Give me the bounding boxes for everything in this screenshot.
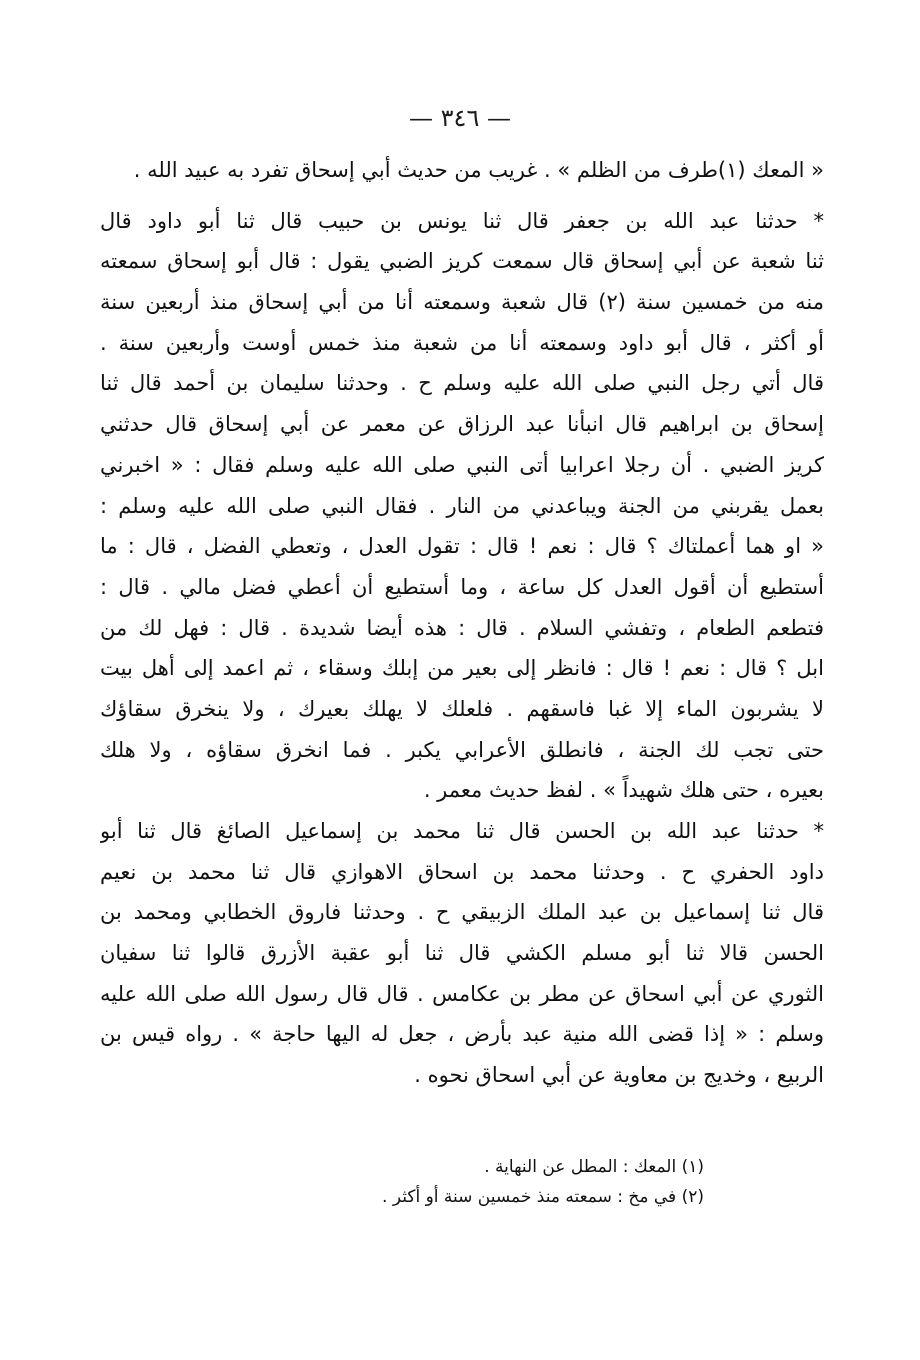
text-line: كريز الضبي . أن رجلا اعرابيا أتى النبي صلى الله عليه وسلم فقال : « اخبرني <box>100 452 824 477</box>
page-number: — ٣٤٦ — <box>409 104 511 132</box>
text-line: الحسن قالا ثنا أبو مسلم الكشي قال ثنا أبو عقبة الأزرق قالوا ثنا سفيان <box>100 941 824 966</box>
text-line: فتطعم الطعام ، وتفشي السلام . قال : هذه أيضا شديدة . قال : فهل لك من <box>100 615 824 640</box>
footnote: (٢) في مخ : سمعته منذ خمسين سنة أو أكثر . <box>382 1187 704 1207</box>
text-line: ثنا شعبة عن أبي إسحاق قال سمعت كريز الضبي يقول : قال أبو إسحاق سمعته <box>100 249 824 274</box>
text-line: « او هما أعملتاك ؟ قال : نعم ! قال : تقول العدل ، وتعطي الفضل ، قال : ما <box>100 534 824 559</box>
main-text <box>100 150 824 1096</box>
text-line: الربيع ، وخديج بن معاوية عن أبي اسحاق نحوه . <box>414 1063 824 1088</box>
text-line: « المعك (١)طرف من الظلم » . غريب من حديث أبي إسحاق تفرد به عبيد الله . <box>133 158 824 182</box>
text-line: داود الحفري ح . وحدثنا محمد بن اسحاق الاهوازي قال ثنا محمد بن نعيم <box>100 859 824 884</box>
text-line: أستطيع أن أقول العدل كل ساعة ، وما أستطيع أن أعطي فضل مالي . قال : <box>100 574 824 599</box>
text-line: قال ثنا إسماعيل بن عبد الملك الزبيقي ح . وحدثنا فاروق الخطابي ومحمد بن <box>100 900 824 925</box>
text-line: لا يشربون الماء إلا غبا فاسقهم . فلعلك لا يهلك بعيرك ، ولا ينخرق سقاؤك <box>100 696 824 721</box>
text-line: أو أكثر ، قال أبو داود وسمعته أنا من شعبة منذ خمس أوست وأربعين سنة . <box>100 330 824 355</box>
text-line: وسلم : « إذا قضى الله منية عبد بأرض ، جعل له اليها حاجة » . رواه قيس بن <box>100 1022 824 1047</box>
text-line: قال أتي رجل النبي صلى الله عليه وسلم ح . وحدثنا سليمان بن أحمد قال ثنا <box>100 371 824 396</box>
text-line: الثوري عن أبي اسحاق عن مطر بن عكامس . قال قال رسول الله صلى الله عليه <box>100 981 824 1006</box>
text-line: بعيره ، حتى هلك شهيداً » . لفظ حديث معمر . <box>423 778 824 803</box>
text-line: * حدثنا عبد الله بن الحسن قال ثنا محمد بن إسماعيل الصائغ قال ثنا أبو <box>100 819 824 843</box>
text-line: إسحاق بن ابراهيم قال انبأنا عبد الرزاق عن معمر عن أبي إسحاق قال حدثني <box>100 412 824 437</box>
text-line: حتى تجب لك الجنة ، فانطلق الأعرابي يكبر . فما انخرق سقاؤه ، ولا هلك <box>100 737 824 762</box>
footnotes <box>100 1152 704 1212</box>
text-line: ابل ؟ قال : نعم ! قال : فانظر إلى بعير من إبلك وسقاء ، ثم اعمد إلى أهل بيت <box>100 656 824 681</box>
text-line: منه من خمسين سنة (٢) قال شعبة وسمعته أنا من أبي إسحاق منذ أربعين سنة <box>100 290 824 315</box>
text-line: * حدثنا عبد الله بن جعفر قال ثنا يونس بن حبيب قال ثنا أبو داود قال <box>100 208 824 233</box>
text-line: بعمل يقربني من الجنة ويباعدني من النار . فقال النبي صلى الله عليه وسلم : <box>100 493 824 518</box>
footnote: (١) المعك : المطل عن النهاية . <box>484 1157 704 1177</box>
